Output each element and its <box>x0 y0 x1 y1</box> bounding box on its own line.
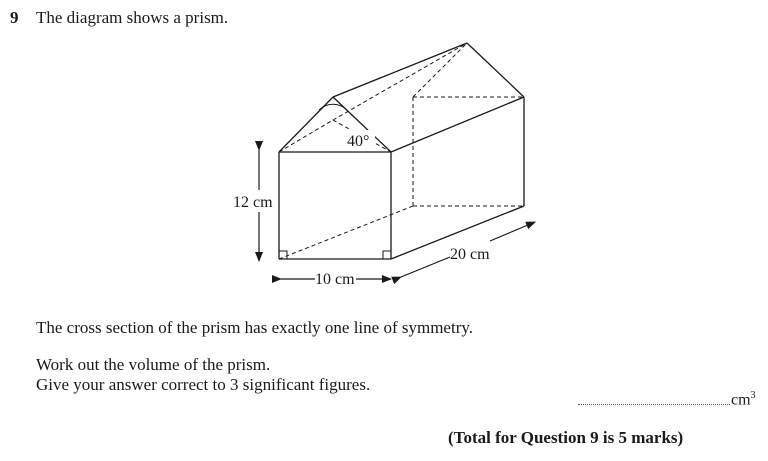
right-angle-marker-left <box>279 251 287 259</box>
height-label: 12 cm <box>233 194 273 211</box>
answer-unit <box>731 390 756 409</box>
instruction-line-2: Give your answer correct to 3 significant figures. <box>36 375 371 394</box>
instruction-line-1: Work out the volume of the prism. <box>36 355 271 374</box>
width-label: 10 cm <box>315 271 355 288</box>
question-intro: The diagram shows a prism. <box>36 8 229 27</box>
question-number: 9 <box>10 8 19 27</box>
right-angle-marker-right <box>383 251 391 259</box>
unit-power: 3 <box>750 390 756 401</box>
length-label: 20 cm <box>450 246 490 263</box>
length-dimension <box>401 222 535 277</box>
total-marks: (Total for Question 9 is 5 marks) <box>448 428 684 447</box>
angle-label: 40° <box>347 133 370 150</box>
prism-solid-edges <box>279 43 524 259</box>
height-dimension <box>233 150 273 261</box>
answer-line[interactable] <box>578 404 730 405</box>
width-dimension <box>281 271 391 288</box>
symmetry-statement: The cross section of the prism has exactly one line of symmetry. <box>36 318 474 337</box>
unit-text: cm <box>731 391 751 409</box>
angle-arc <box>319 104 347 110</box>
prism-hidden-edges <box>279 43 524 259</box>
